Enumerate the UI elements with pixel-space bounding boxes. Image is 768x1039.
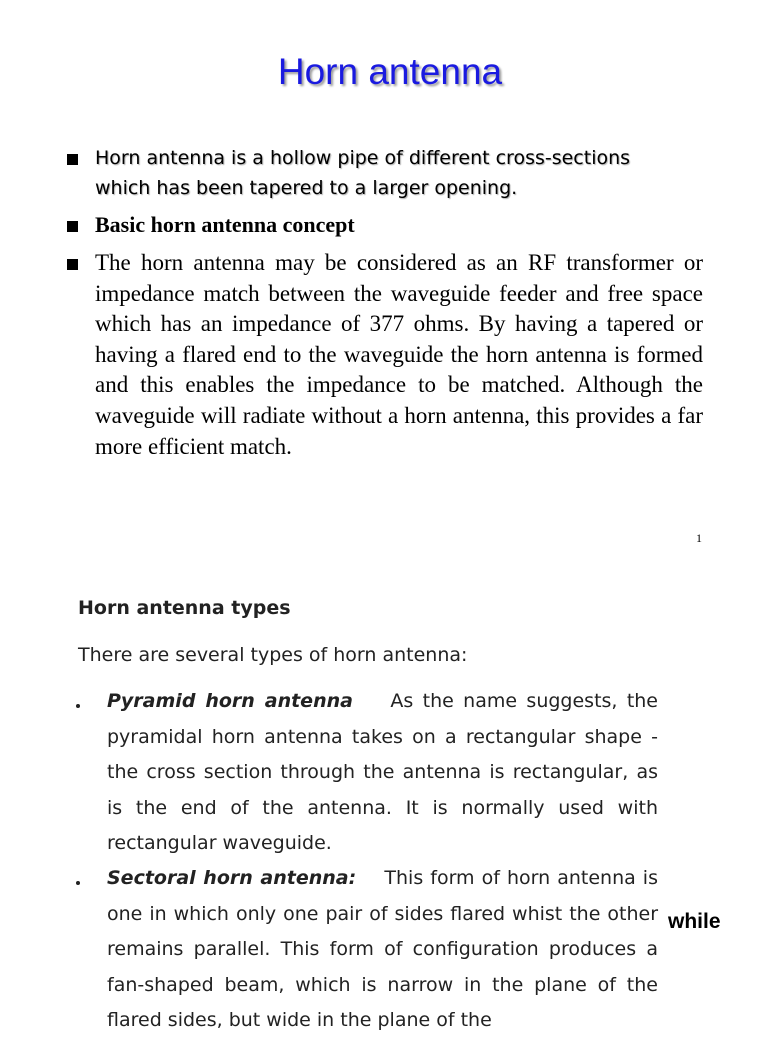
page-number: 1	[696, 531, 702, 545]
type-name: Pyramid horn antenna	[107, 690, 353, 712]
section-intro: There are several types of horn antenna:	[78, 644, 468, 666]
bullet-concept-heading: Basic horn antenna concept	[95, 212, 355, 237]
list-item-pyramid	[107, 684, 658, 862]
bullet-square-icon	[67, 154, 78, 165]
type-description: This form of horn antenna is one in which only one pair of sides flared whist the other remains parallel. This form of configuration produces a fan-shaped beam, which is narrow in the plane of the flared sides, but wide in the plane of the	[107, 867, 658, 1031]
bullet-dot-icon	[76, 881, 80, 885]
bullet-dot-icon	[76, 704, 80, 708]
list-item-sectoral	[107, 861, 658, 1039]
correction-note: while	[668, 910, 721, 933]
type-description: As the name suggests, the pyramidal horn antenna takes on a rectangular shape - the cross section through the antenna is rectangular, as is the end of the antenna. It is normally used with rectangular waveguide.	[107, 690, 658, 854]
bullet-definition-line-1: Horn antenna is a hollow pipe of different cross-sections	[95, 147, 631, 169]
type-name: Sectoral horn antenna:	[107, 867, 357, 889]
bullet-concept-body: The horn antenna may be considered as an RF transformer or impedance match between the waveguide feeder and free space which has an impedance of 377 ohms. By having a tapered or having a flared end to the waveguide the horn antenna is formed and this enables the impedance to be matched. Although the waveguide will radiate without a horn antenna, this provides a far more efficient match.	[95, 250, 703, 459]
bullet-definition	[95, 143, 715, 203]
slide-title: Horn antenna	[277, 51, 503, 92]
section-heading: Horn antenna types	[78, 597, 291, 619]
bullet-definition-line-2: which has been tapered to a larger opening.	[95, 177, 518, 199]
bullet-square-icon	[67, 259, 78, 270]
bullet-square-icon	[67, 221, 78, 232]
